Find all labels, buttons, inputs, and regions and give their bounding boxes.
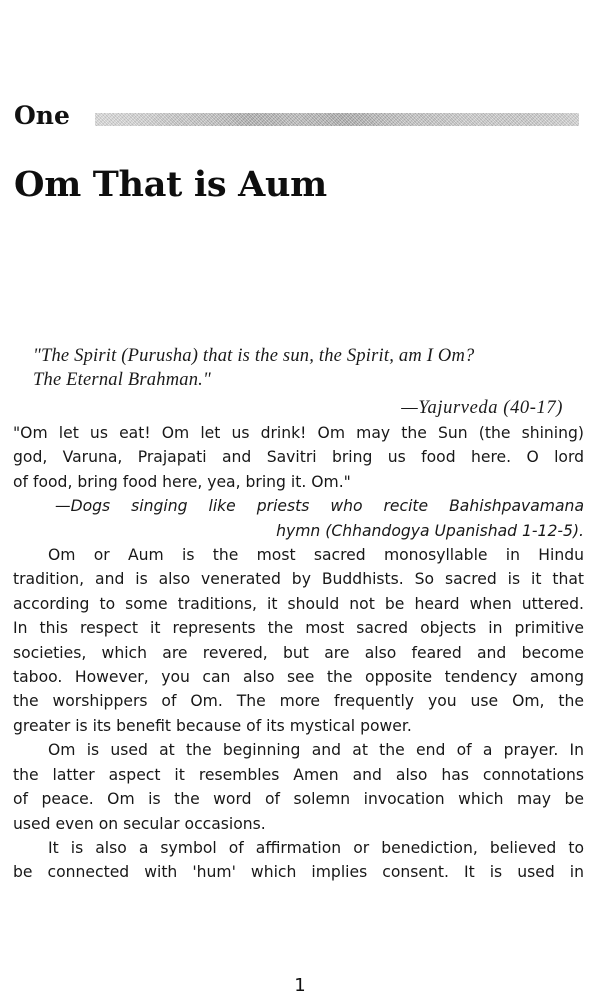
quote-line: of food, bring food here, yea, bring it. Om." <box>13 472 351 491</box>
paragraph-line: greater is its benefit because of its mystical power. <box>13 716 412 735</box>
paragraph-line: used even on secular occasions. <box>13 814 266 833</box>
paragraph-line: In this respect it represents the most sacred objects in primitive <box>13 619 584 638</box>
epigraph-line: "The Spirit (Purusha) that is the sun, the Spirit, am I Om? <box>33 346 475 366</box>
paragraph-line: taboo. However, you can also see the opposite tendency among <box>13 668 584 687</box>
paragraph-line: Om or Aum is the most sacred monosyllable in Hindu <box>48 546 584 565</box>
quote-line: god, Varuna, Prajapati and Savitri bring us food here. O lord <box>13 448 584 467</box>
paragraph-line: the worshippers of Om. The more frequently you use Om, the <box>13 692 584 711</box>
paragraph-line: the latter aspect it resembles Amen and also has connotations <box>13 765 584 784</box>
chapter-decorative-bar <box>95 113 579 126</box>
paragraph <box>13 543 584 738</box>
paragraph-line: of peace. Om is the word of solemn invocation which may be <box>13 790 584 809</box>
paragraph-line: It is also a symbol of affirmation or benediction, believed to <box>48 838 584 857</box>
chapter-number: One <box>14 101 70 130</box>
quote-attribution-line: —Dogs singing like priests who recite Bahishpavamana <box>55 497 584 516</box>
paragraph <box>13 836 584 885</box>
body-text <box>13 421 584 885</box>
epigraph-line: The Eternal Brahman." <box>33 370 211 390</box>
quote-line: "Om let us eat! Om let us drink! Om may the Sun (the shining) <box>13 424 584 442</box>
epigraph-attribution: —Yajurveda (40-17) <box>401 398 563 418</box>
epigraph <box>33 344 563 420</box>
paragraph-line: be connected with 'hum' which implies consent. It is used in <box>13 863 584 882</box>
paragraph-line: Om is used at the beginning and at the end of a prayer. In <box>48 741 584 760</box>
page-number: 1 <box>294 975 306 996</box>
paragraph-line: according to some traditions, it should not be heard when uttered. <box>13 594 584 613</box>
paragraph <box>13 738 584 836</box>
paragraph-line: tradition, and is also venerated by Buddhists. So sacred is it that <box>13 570 584 589</box>
paragraph-line: societies, which are revered, but are also feared and become <box>13 643 584 662</box>
chapter-heading-row <box>14 100 580 132</box>
chapter-title: Om That is Aum <box>14 164 327 205</box>
quote-attribution-line: hymn (Chhandogya Upanishad 1-12-5). <box>276 521 584 540</box>
block-quote <box>13 421 584 543</box>
